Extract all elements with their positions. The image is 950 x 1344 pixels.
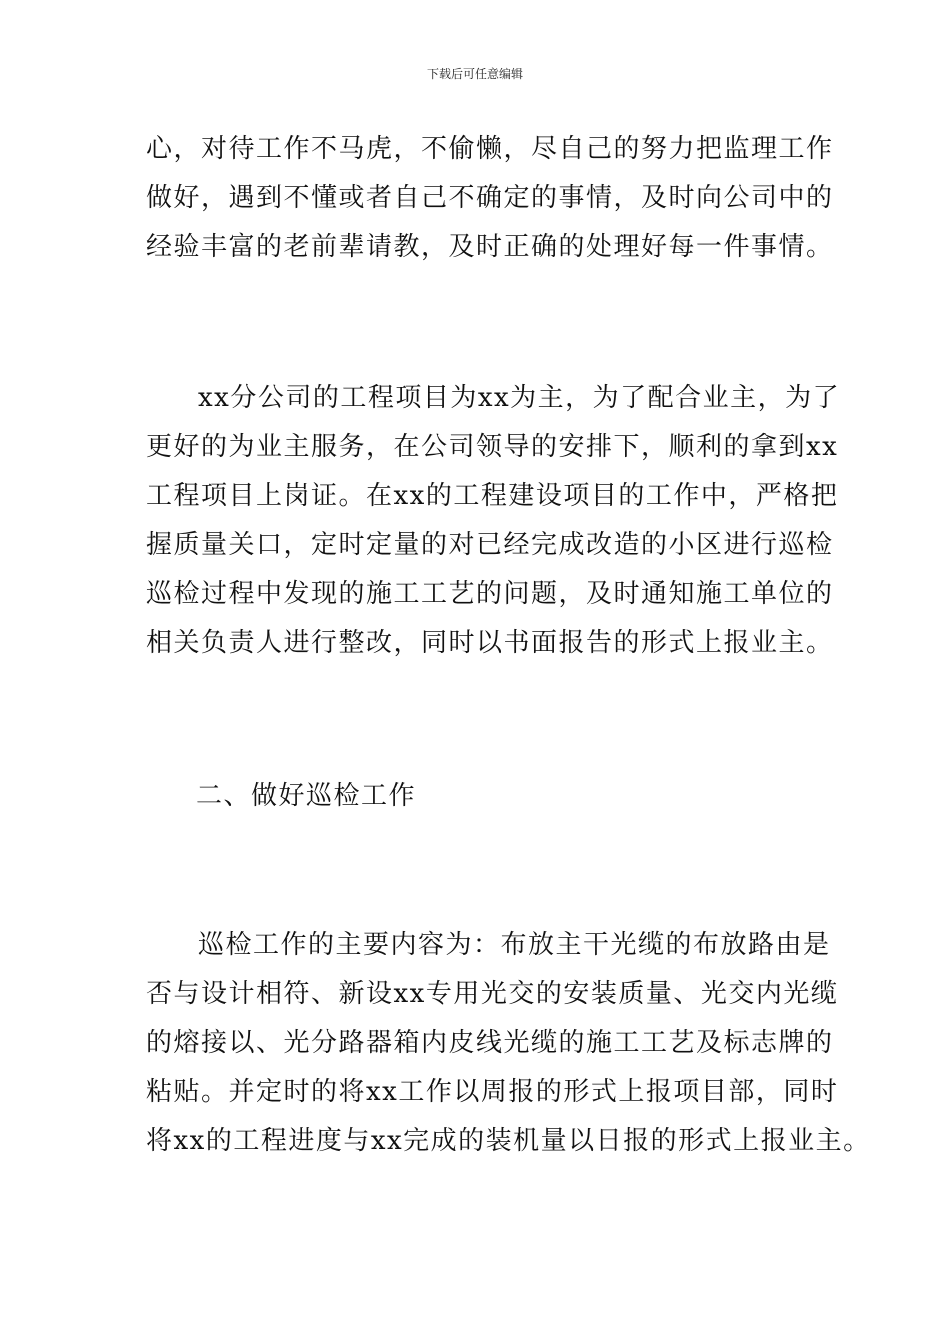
paragraph-3-line-1: 巡检工作的主要内容为：布放主干光缆的布放路由是: [198, 930, 831, 960]
paragraph-3-line-2: 否与设计相符、新设xx专用光交的安装质量、光交内光缆: [146, 979, 839, 1009]
page-header: 下载后可任意编辑: [426, 67, 523, 81]
paragraph-2-line-1: xx分公司的工程项目为xx为主，为了配合业主，为了: [198, 383, 841, 413]
paragraph-2-line-4: 握质量关口，定时定量的对已经完成改造的小区进行巡检: [146, 530, 834, 560]
paragraph-2-line-2: 更好的为业主服务，在公司领导的安排下，顺利的拿到xx: [146, 432, 839, 462]
paragraph-3-line-5: 将xx的工程进度与xx完成的装机量以日报的形式上报业主。: [146, 1126, 871, 1156]
paragraph-2-line-3: 工程项目上岗证。在xx的工程建设项目的工作中，严格把: [146, 481, 839, 511]
section-heading: 二、做好巡检工作: [196, 781, 417, 811]
paragraph-1-line-1: 心，对待工作不马虎，不偷懒，尽自己的努力把监理工作: [146, 134, 834, 164]
paragraph-3-line-3: 的熔接以、光分路器箱内皮线光缆的施工工艺及标志牌的: [146, 1028, 834, 1058]
paragraph-3-line-4: 粘贴。并定时的将xx工作以周报的形式上报项目部，同时: [146, 1077, 839, 1107]
paragraph-1-line-2: 做好，遇到不懂或者自己不确定的事情，及时向公司中的: [146, 183, 834, 213]
paragraph-2-line-5: 巡检过程中发现的施工工艺的问题，及时通知施工单位的: [146, 579, 834, 609]
paragraph-2-line-6: 相关负责人进行整改，同时以书面报告的形式上报业主。: [146, 628, 834, 658]
paragraph-1-line-3: 经验丰富的老前辈请教，及时正确的处理好每一件事情。: [146, 232, 834, 262]
